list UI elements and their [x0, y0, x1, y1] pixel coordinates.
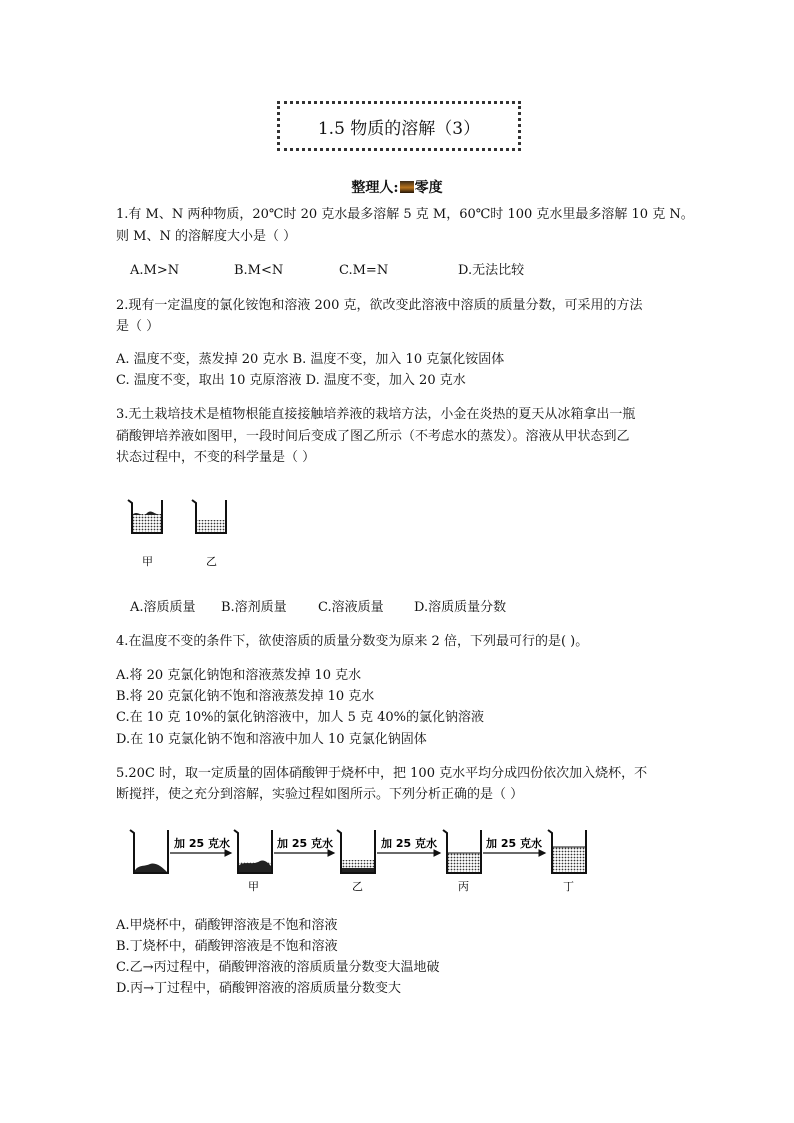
beaker-bing [443, 830, 481, 873]
q5-line2: 断搅拌，使之充分到溶解，实验过程如图所示。下列分析正确的是（ ） [116, 787, 524, 802]
q1-line2: 则 M、N 的溶解度大小是（ ） [116, 229, 297, 244]
q4-option-b[interactable]: B.将 20 克氯化钠不饱和溶液蒸发掉 10 克水 [116, 689, 375, 704]
arrow-label-3: 加 25 克水 [381, 837, 437, 850]
beaker-start [130, 830, 168, 873]
q5-process-figure [120, 820, 600, 900]
q3-option-c[interactable]: C.溶液质量 [318, 600, 384, 615]
q5-option-d[interactable]: D.丙→丁过程中，硝酸钾溶液的溶质质量分数变大 [116, 981, 401, 996]
label-jia: 甲 [142, 555, 153, 568]
label-yi: 乙 [352, 880, 363, 893]
q5-option-a[interactable]: A.甲烧杯中，硝酸钾溶液是不饱和溶液 [116, 918, 338, 933]
author-line [0, 177, 794, 197]
q1-options [116, 261, 716, 281]
q3-line1: 3.无土栽培技术是植物根能直接接触培养液的栽培方法，小金在炎热的夏天从冰箱拿出一瓶 [116, 407, 636, 422]
arrow-label-4: 加 25 克水 [486, 837, 542, 850]
label-jia: 甲 [248, 880, 259, 893]
q3-options [116, 598, 716, 618]
q3-option-d[interactable]: D.溶质质量分数 [414, 600, 507, 615]
page-title [277, 101, 521, 151]
q3-line2: 硝酸钾培养液如图甲，一段时间后变成了图乙所示（不考虑水的蒸发）。溶液从甲状态到乙 [116, 429, 630, 444]
beaker-yi [192, 500, 226, 533]
q1-option-b[interactable]: B.M<N [234, 263, 284, 278]
q5-line1: 5.20C 时，取一定质量的固体硝酸钾于烧杯中，把 100 克水平均分成四份依次加入烧杯，不 [116, 766, 648, 781]
q5-option-c[interactable]: C.乙→丙过程中，硝酸钾溶液的溶质质量分数变大温地破 [116, 960, 440, 975]
q3-beaker-figure [120, 495, 240, 575]
q4-line1: 4.在温度不变的条件下，欲使溶质的质量分数变为原来 2 倍，下列最可行的是( )。 [116, 634, 589, 649]
author-prefix: 整理人: [351, 180, 399, 196]
q4-option-a[interactable]: A.将 20 克氯化钠饱和溶液蒸发掉 10 克水 [116, 668, 362, 683]
q4-option-c[interactable]: C.在 10 克 10%的氯化钠溶液中，加人 5 克 40%的氯化钠溶液 [116, 710, 485, 725]
arrow-label-2: 加 25 克水 [277, 837, 333, 850]
q2-line2: 是（ ） [116, 319, 160, 334]
q2-option-cd[interactable]: C. 温度不变，取出 10 克原溶液 D. 温度不变，加入 20 克水 [116, 373, 466, 388]
q5-option-b[interactable]: B.丁烧杯中，硝酸钾溶液是不饱和溶液 [116, 939, 338, 954]
q1-option-d[interactable]: D.无法比较 [458, 263, 525, 278]
q3-option-b[interactable]: B.溶剂质量 [221, 600, 287, 615]
beaker-jia [234, 830, 272, 873]
label-yi: 乙 [206, 555, 217, 568]
beaker-yi [337, 830, 375, 873]
label-bing: 丙 [458, 880, 469, 893]
q1-option-c[interactable]: C.M=N [339, 263, 389, 278]
q3-option-a[interactable]: A.溶质质量 [130, 600, 196, 615]
q2-option-ab[interactable]: A. 温度不变，蒸发掉 20 克水 B. 温度不变，加入 10 克氯化铵固体 [116, 352, 505, 367]
beaker-jia [128, 500, 162, 533]
avatar [400, 181, 414, 193]
q2-line1: 2.现有一定温度的氯化铵饱和溶液 200 克，欲改变此溶液中溶质的质量分数，可采用的方法 [116, 298, 643, 313]
page-title-text: 1.5 物质的溶解（3） [317, 118, 481, 139]
q4-option-d[interactable]: D.在 10 克氯化钠不饱和溶液中加人 10 克氯化钠固体 [116, 732, 427, 747]
q1-option-a[interactable]: A.M>N [130, 263, 180, 278]
author-name: 零度 [414, 180, 443, 196]
arrow-label-1: 加 25 克水 [174, 837, 230, 850]
q1-line1: 1.有 M、N 两种物质，20℃时 20 克水最多溶解 5 克 M，60℃时 100 克水里最多溶解 10 克 N。 [116, 207, 694, 222]
label-ding: 丁 [563, 880, 574, 893]
beaker-ding [548, 830, 586, 873]
q3-line3: 状态过程中，不变的科学量是（ ） [116, 450, 316, 465]
